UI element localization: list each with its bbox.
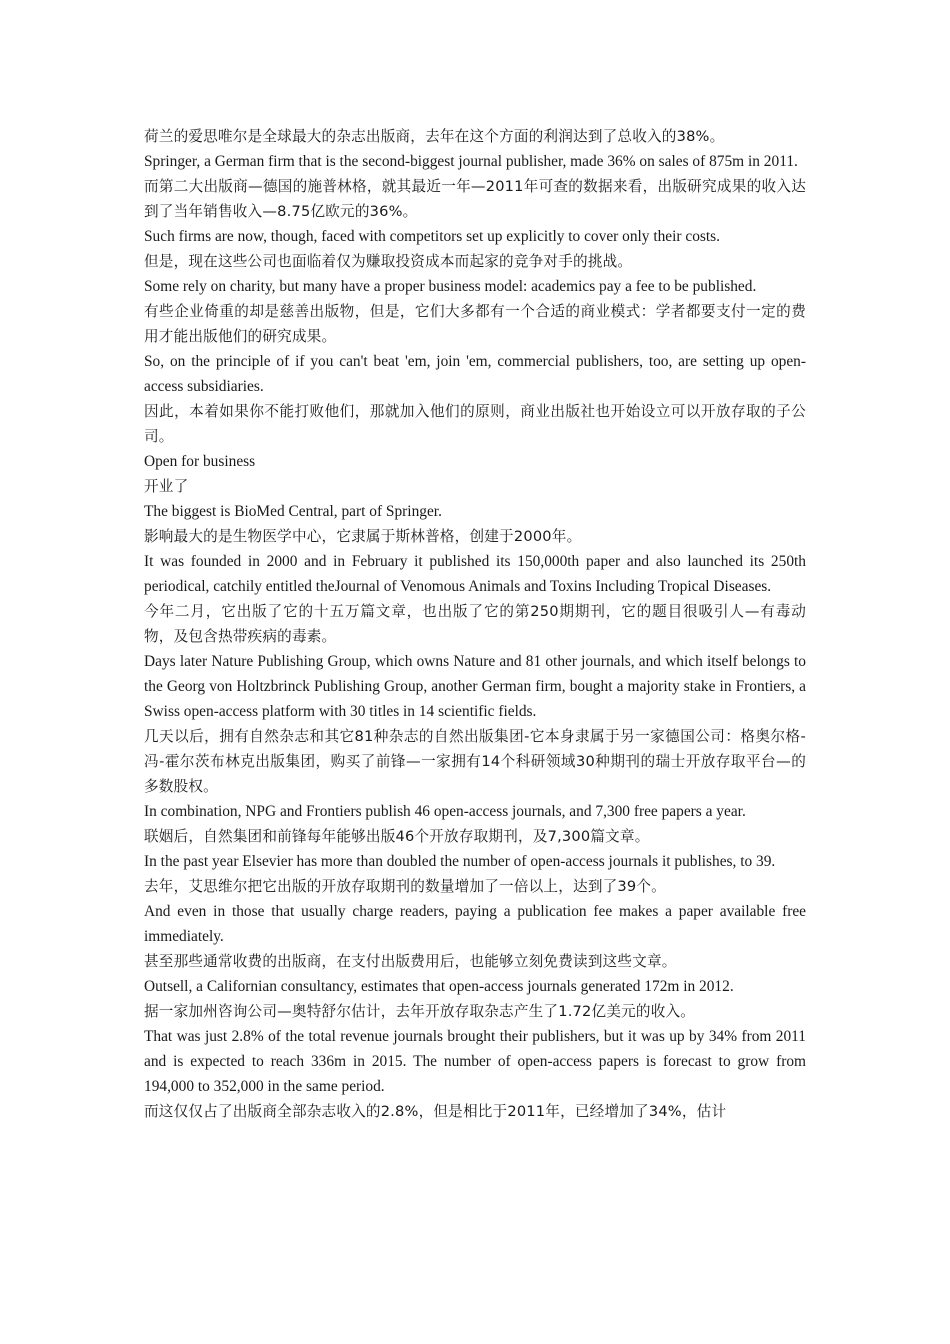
paragraph: In the past year Elsevier has more than doubled the number of open-access journals it publishes, to 39. [144,853,776,870]
paragraph: Springer, a German firm that is the second-biggest journal publisher, made 36% on sales of 875m in 2011. [144,153,798,170]
paragraph: Such firms are now, though, faced with competitors set up explicitly to cover only their costs. [144,228,721,245]
paragraph: And even in those that usually charge readers, paying a publication fee makes a paper available free immediately. [144,903,806,945]
paragraph: 甚至那些通常收费的出版商，在支付出版费用后，也能够立刻免费读到这些文章。 [144,953,677,970]
section-heading-translation: 开业了 [144,478,189,495]
paragraph: Days later Nature Publishing Group, which owns Nature and 81 other journals, and which itself belongs to the Georg von Holtzbrinck Publishing Group, another German firm, bought a majority stake in Frontiers, a Swiss open-access platform with 30 titles in 14 scientific fields. [144,653,806,720]
paragraph: It was founded in 2000 and in February it published its 150,000th paper and also launched its 250th periodical, catchily entitled theJournal of Venomous Animals and Toxins Including Tropical Diseases. [144,553,806,595]
paragraph: 几天以后，拥有自然杂志和其它81种杂志的自然出版集团-它本身隶属于另一家德国公司：格奥尔格-冯-霍尔茨布林克出版集团，购买了前锋—一家拥有14个科研领域30种期刊的瑞士开放存取平台—的多数股权。 [144,728,806,795]
document-body [144,124,806,1124]
paragraph: Outsell, a Californian consultancy, estimates that open-access journals generated 172m in 2012. [144,978,734,995]
paragraph: 联姻后，自然集团和前锋每年能够出版46个开放存取期刊，及7,300篇文章。 [144,828,650,845]
paragraph: 而这仅仅占了出版商全部杂志收入的2.8%，但是相比于2011年，已经增加了34%，估计 [144,1103,727,1120]
paragraph: 影响最大的是生物医学中心，它隶属于斯林普格，创建于2000年。 [144,528,582,545]
paragraph: The biggest is BioMed Central, part of Springer. [144,503,442,520]
paragraph: In combination, NPG and Frontiers publish 46 open-access journals, and 7,300 free papers a year. [144,803,746,820]
paragraph: 荷兰的爱思唯尔是全球最大的杂志出版商，去年在这个方面的利润达到了总收入的38%。 [144,128,725,145]
paragraph: So, on the principle of if you can't beat 'em, join 'em, commercial publishers, too, are setting up open-access subsidiaries. [144,353,806,395]
paragraph: 但是，现在这些公司也面临着仅为赚取投资成本而起家的竞争对手的挑战。 [144,253,633,270]
paragraph: 而第二大出版商—德国的施普林格，就其最近一年—2011年可查的数据来看，出版研究成果的收入达到了当年销售收入—8.75亿欧元的36%。 [144,178,806,220]
paragraph: 今年二月，它出版了它的十五万篇文章，也出版了它的第250期期刊，它的题目很吸引人—有毒动物，及包含热带疾病的毒素。 [144,603,806,645]
paragraph: Some rely on charity, but many have a proper business model: academics pay a fee to be published. [144,278,757,295]
paragraph: 有些企业倚重的却是慈善出版物，但是，它们大多都有一个合适的商业模式：学者都要支付一定的费用才能出版他们的研究成果。 [144,303,806,345]
paragraph: 据一家加州咨询公司—奥特舒尔估计，去年开放存取杂志产生了1.72亿美元的收入。 [144,1003,696,1020]
paragraph: 因此，本着如果你不能打败他们，那就加入他们的原则，商业出版社也开始设立可以开放存取的子公司。 [144,403,806,445]
paragraph: 去年，艾思维尔把它出版的开放存取期刊的数量增加了一倍以上，达到了39个。 [144,878,666,895]
section-heading: Open for business [144,453,256,470]
paragraph: That was just 2.8% of the total revenue journals brought their publishers, but it was up by 34% from 2011 and is expected to reach 336m in 2015. The number of open-access papers is forecast to grow from 194,000 to 352,000 in the same period. [144,1028,806,1095]
